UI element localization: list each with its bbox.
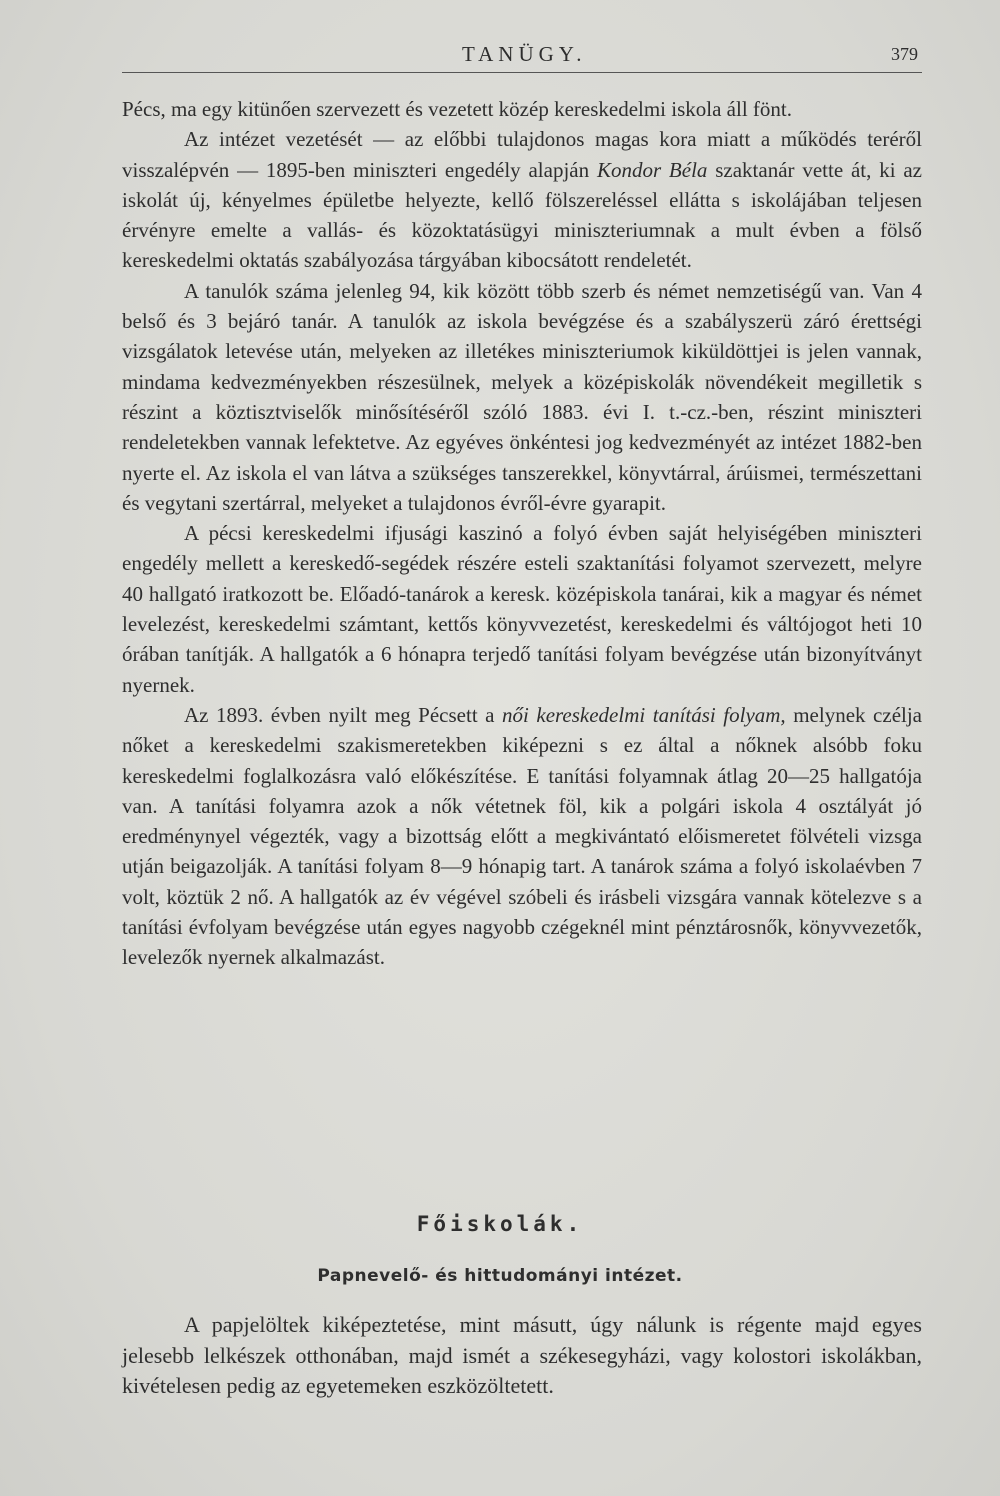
main-text [122,94,922,973]
paragraph-3: A tanulók száma jelenleg 94, kik között több szerb és német nemzetiségű van. Van 4 belső és 3 bejáró tanár. A tanulók az iskola bevégzése és a szabályszerü záró érettségi vizsgálatok letevése után, melyeken az illetékes miniszteriumok kiküldöttjei is jelen vannak, mindama kedvezményekben részesülnek, melyek a középiskolák növendékeit megilletik s részint a köztisztviselők minősítéséről szóló 1883. évi I. t.-cz.-ben, részint miniszteri rendeletekben vannak lefektetve. Az egyéves önkéntesi jog kedvezményét az intézet 1882-ben nyerte el. Az iskola el van látva a szükséges tanszerekkel, könyvtárral, árúismei, természettani és vegytani szertárral, melyeket a tulajdonos évről-évre gyarapit. [122,278,922,515]
paragraph-5-text-a: Az 1893. évben nyilt meg Pécsett a [184,702,503,727]
paragraph-2-text-a: Az intézet vezetését — az előbbi tulajdonos magas kora miatt a működés teréről visszalépvén — 1895-ben miniszteri engedély alapján [122,127,922,182]
course-name: női kereskedelmi tanítási folyam, [502,702,786,727]
paragraph-2-text-b: szaktanár vette át, ki az iskolát új, kényelmes épületbe helyezte, kellő fölszereléssel ellátta s iskolájában teljesen érvényre emelte a vallás- és közoktatásügyi miniszteriumnak a mult évben a fölső kereskedelmi oktatás szabályozása tárgyában kibocsátott rendeletét. [122,157,922,273]
paragraph-5-text-b: melynek czélja nőket a kereskedelmi szakismeretekben kiképezni s ez által a nőknek alsóbb foku kereskedelmi foglalkozásra való előkészítése. E tanítási folyamnak átlag 20—25 hallgatója van. A tanítási folyamra azok a nők vétetnek föl, kik a polgári iskola 4 osztályát jó eredménynyel végezték, vagy a bizottság előtt a megkivántató előismeretet fölvételi vizsga utján beigazolják. A tanítási folyam 8—9 hónapig tart. A tanárok száma a folyó iskolaévben 7 volt, köztük 2 nő. A hallgatók az év végével szóbeli és irásbeli vizsgára vannak kötelezve s a tanítási évfolyam bevégzése után egyes nagyobb czégeknél mint pénztárosnők, könyvvezetők, levelezők nyernek alkalmazást. [122,702,923,970]
paragraph-4: A pécsi kereskedelmi ifjusági kaszinó a folyó évben saját helyiségében miniszteri engedély mellett a kereskedő-segédek részére esteli szaktanítási folyamot szervezett, melyre 40 hallgató iratkozott be. Előadó-tanárok a keresk. középiskola tanárai, kik a magyar és német levelezést, kereskedelmi számtant, kettős könyvvezetést, kereskedelmi és váltójogot heti 10 órában tanítják. A hallgatók a 6 hónapra terjedő tanítási folyam bevégzése után bizonyítványt nyernek. [122,521,922,697]
page-number: 379 [891,44,918,64]
section-paragraph-1: A papjelöltek kiképeztetése, mint másutt, úgy nálunk is régente majd egyes jelesebb lelkészek otthonában, majd ismét a székesegyházi, vagy kolostori iskolákban, kivételesen pedig az egyetemeken eszközöltetett. [122,1312,922,1398]
page-header [122,38,922,73]
person-name: Kondor Béla [596,157,708,182]
section-heading: Főiskolák. [416,1212,584,1236]
paragraph-2 [122,124,922,275]
running-title: TANÜGY. [462,42,587,66]
paragraph-1: Pécs, ma egy kitünően szervezett és vezetett közép kereskedelmi iskola áll fönt. [122,97,793,121]
paragraph-5 [122,700,922,973]
section-subheading: Papnevelő- és hittudományi intézet. [317,1266,683,1286]
section-text [122,1310,922,1402]
